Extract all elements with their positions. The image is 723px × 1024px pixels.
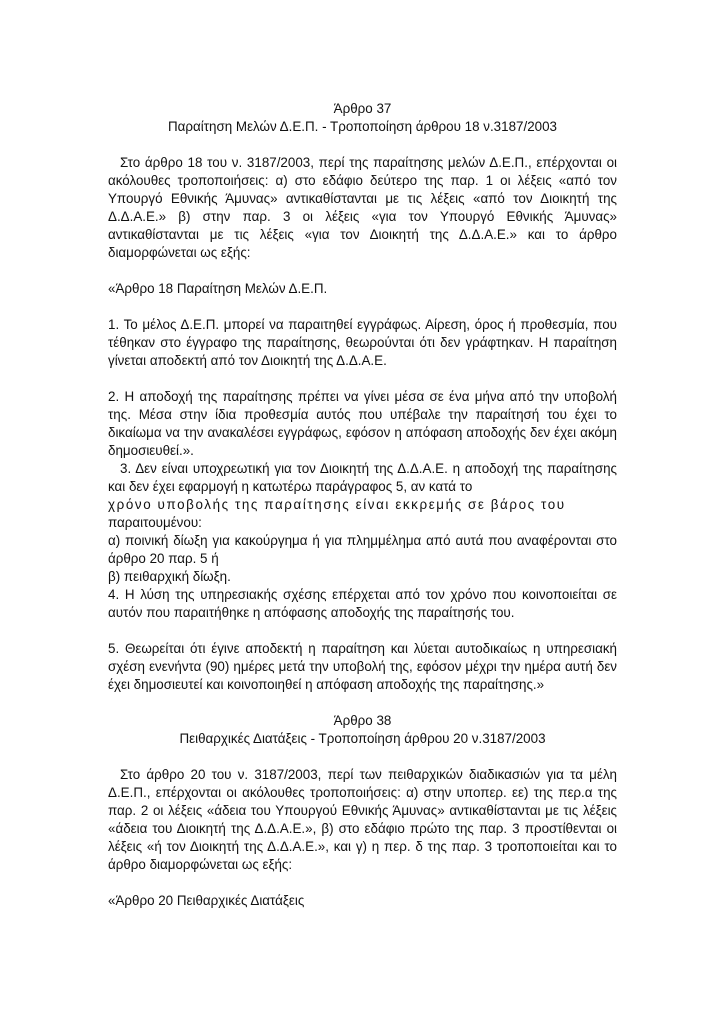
article-38-title: Άρθρο 38 <box>333 713 392 728</box>
paragraph-3-text-spaced: χρόνο υποβολής της παραίτησης είναι εκκρεμής σε βάρος του <box>108 497 566 512</box>
paragraph-3-item-a: α) ποινική δίωξη για κακούργημα ή για πλημμέλημα από αυτά που αναφέρονται στο άρθρο 20 παρ. 5 ή <box>108 533 617 566</box>
article-38-intro: Στο άρθρο 20 του ν. 3187/2003, περί των πειθαρχικών διαδικασιών για τα μέλη Δ.Ε.Π., επέρχονται οι ακόλουθες τροποποιήσεις: α) στην υποπερ. εε) της περ.α της παρ. 2 οι λέξεις «άδεια του Υπουργού Εθνικής Άμυνας» αντικαθίστανται με τις λέξεις «άδεια του Διοικητή της Δ.Δ.Α.Ε.», β) στο εδάφιο πρώτο της παρ. 3 προστίθενται οι λέξεις «ή τον Διοικητή της Δ.Δ.Α.Ε.», και γ) η περ. δ της παρ. 3 τροποποιείται και το άρθρο διαμορφώνεται ως εξής: <box>108 767 617 872</box>
article-18-paragraph-4: 4. Η λύση της υπηρεσιακής σχέσης επέρχεται από τον χρόνο που κοινοποιείται σε αυτόν που παραιτήθηκε η απόφασης αποδοχής της παραίτησής του. <box>108 587 617 620</box>
article-18-quoted-heading: «Άρθρο 18 Παραίτηση Μελών Δ.Ε.Π. <box>108 281 328 296</box>
article-18-paragraph-5: 5. Θεωρείται ότι έγινε αποδεκτή η παραίτηση και λύεται αυτοδικαίως η υπηρεσιακή σχέση ενενήντα (90) ημέρες μετά την υποβολή της, εφόσον μέχρι την ημέρα αυτή δεν έχει δημοσιευτεί και κοινοποιηθεί η απόφαση αποδοχής της παραίτησης.» <box>108 641 617 692</box>
article-18-paragraph-3 <box>108 460 617 586</box>
article-18-paragraph-1: 1. Το μέλος Δ.Ε.Π. μπορεί να παραιτηθεί εγγράφως. Αίρεση, όρος ή προθεσμία, που τέθηκαν στο έγγραφο της παραίτησης, θεωρούνται ότι δεν γράφτηκαν. Η παραίτηση γίνεται αποδεκτή από τον Διοικητή της Δ.Δ.Α.Ε. <box>108 317 617 368</box>
paragraph-3-item-b: β) πειθαρχική δίωξη. <box>108 569 231 584</box>
article-20-quoted-heading: «Άρθρο 20 Πειθαρχικές Διατάξεις <box>108 893 305 908</box>
paragraph-3-text-end: παραιτουμένου: <box>108 515 202 530</box>
article-38-heading <box>108 712 617 748</box>
article-37-subtitle: Παραίτηση Μελών Δ.Ε.Π. - Τροποποίηση άρθρου 18 ν.3187/2003 <box>168 119 557 134</box>
article-18-paragraph-2: 2. Η αποδοχή της παραίτησης πρέπει να γίνει μέσα σε ένα μήνα από την υποβολή της. Μέσα στην ίδια προθεσμία αυτός που υπέβαλε την παραίτησή του έχει το δικαίωμα να την ανακαλέσει εγγράφως, εφόσον η απόφαση αποδοχής δεν έχει ακόμη δημοσιευθεί.». <box>108 389 617 458</box>
article-37-title: Άρθρο 37 <box>333 101 392 116</box>
paragraph-3-text-start: 3. Δεν είναι υποχρεωτική για τον Διοικητή της Δ.Δ.Α.Ε. η αποδοχή της παραίτησης και δεν έχει εφαρμογή η κατωτέρω παράγραφος 5, αν κατά το <box>108 461 617 494</box>
article-37-intro: Στο άρθρο 18 του ν. 3187/2003, περί της παραίτησης μελών Δ.Ε.Π., επέρχονται οι ακόλουθες τροποποιήσεις: α) στο εδάφιο δεύτερο της παρ. 1 οι λέξεις «από τον Υπουργό Εθνικής Άμυνας» αντικαθίστανται με τις λέξεις «από τον Διοικητή της Δ.Δ.Α.Ε.» β) στην παρ. 3 οι λέξεις «για τον Υπουργό Εθνικής Άμυνας» αντικαθίστανται με τις λέξεις «για τον Διοικητή της Δ.Δ.Α.Ε.» και το άρθρο διαμορφώνεται ως εξής: <box>108 155 617 260</box>
article-37-heading <box>108 100 617 136</box>
article-38-subtitle: Πειθαρχικές Διατάξεις - Τροποποίηση άρθρου 20 ν.3187/2003 <box>179 731 546 746</box>
